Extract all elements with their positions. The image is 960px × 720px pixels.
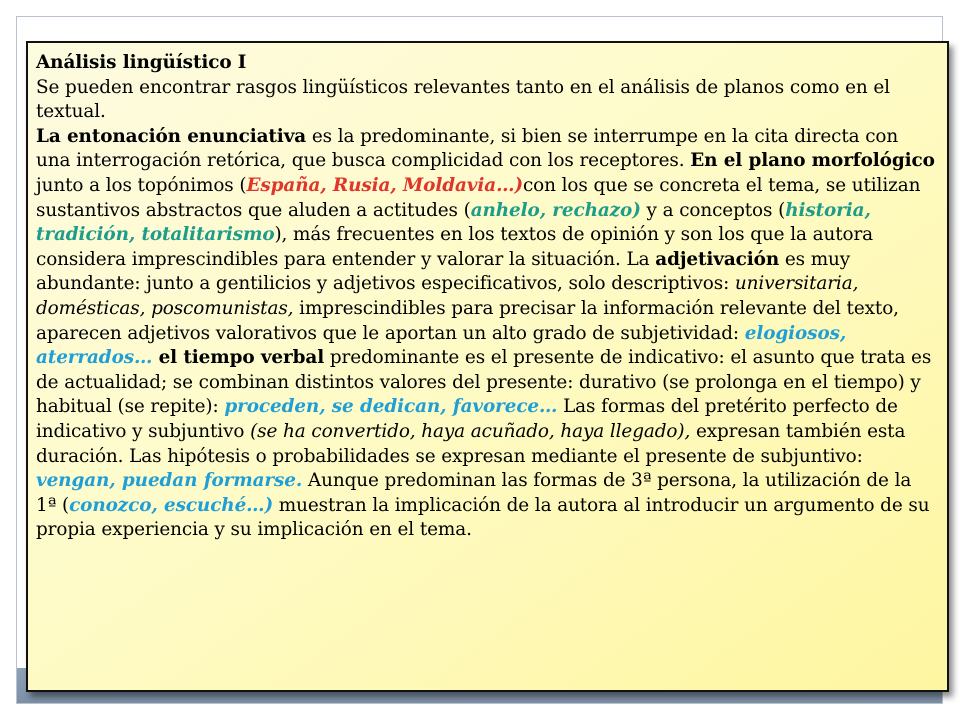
analysis-text-box (26, 41, 949, 692)
adjectivation-label: adjetivación (655, 248, 780, 270)
verb-tense-label: el tiempo verbal (152, 347, 325, 369)
first-person-examples: conozco, escuché…) (69, 494, 274, 516)
evaluative-adjectives-examples: elogiosos, aterrados… (36, 322, 847, 369)
analysis-body (36, 125, 937, 543)
perfect-tense-text: Las formas del pretérito perfecto de indicativo y subjuntivo (36, 396, 898, 442)
intonation-text: es la predominante, si bien se interrumpe en la cita directa con una interrogación retórica, que busca complicidad con los receptores. (36, 125, 899, 172)
toponyms-intro-text: junto a los topónimos ( (36, 174, 247, 196)
concept-nouns-examples: historia, tradición, totalitarismo (36, 199, 871, 246)
author-implication-text: muestran la implicación de la autora al introducir un argumento de su propia experiencia y su implicación en el tema. (36, 494, 930, 541)
intro-paragraph: Se pueden encontrar rasgos lingüísticos relevantes tanto en el análisis de planos como en el textual. (36, 76, 890, 123)
morphological-plane-label: En el plano morfológico (690, 150, 935, 172)
evaluative-adjectives-text: imprescindibles para precisar la información relevante del texto, aparecen adjetivos valorativos que le aportan un alto grado de subjetividad: (36, 297, 899, 344)
descriptive-adjectives-examples: universitaria, domésticas, poscomunistas, (36, 273, 859, 319)
present-tense-examples: proceden, se dedican, favorece… (224, 396, 558, 418)
analysis-title: Análisis lingüístico I (36, 52, 247, 73)
adjectivation-text: es muy abundante: junto a gentilicios y adjetivos especificativos, solo descriptivos: (36, 248, 851, 295)
present-tense-text: predominante es el presente de indicativo: el asunto que trata es de actualidad; se combinan distintos valores del presente: durativo (se prolonga en el tiempo) y habitual (se repite): (36, 347, 932, 418)
opinion-texts-text: ), más frecuentes en los textos de opinión y son los que la autora considera imprescindibles para entender y valorar la situación. La (36, 224, 874, 270)
abstract-nouns-text: con los que se concreta el tema, se utilizan sustantivos abstractos que aluden a actitudes ( (36, 174, 921, 221)
toponyms-examples: España, Rusia, Moldavia…) (246, 174, 523, 196)
subjunctive-examples: vengan, puedan formarse. (36, 470, 303, 492)
concepts-intro-text: y a conceptos ( (640, 199, 786, 221)
attitude-nouns-examples: anhelo, rechazo) (470, 199, 641, 221)
person-forms-text: Aunque predominan las formas de 3ª persona, la utilización de la 1ª ( (36, 470, 912, 516)
enunciative-intonation-label: La entonación enunciativa (36, 125, 307, 147)
perfect-tense-examples: (se ha convertido, haya acuñado, haya llegado), (250, 420, 691, 442)
subjunctive-text: expresan también esta duración. Las hipótesis o probabilidades se expresan mediante el presente de subjuntivo: (36, 420, 906, 467)
